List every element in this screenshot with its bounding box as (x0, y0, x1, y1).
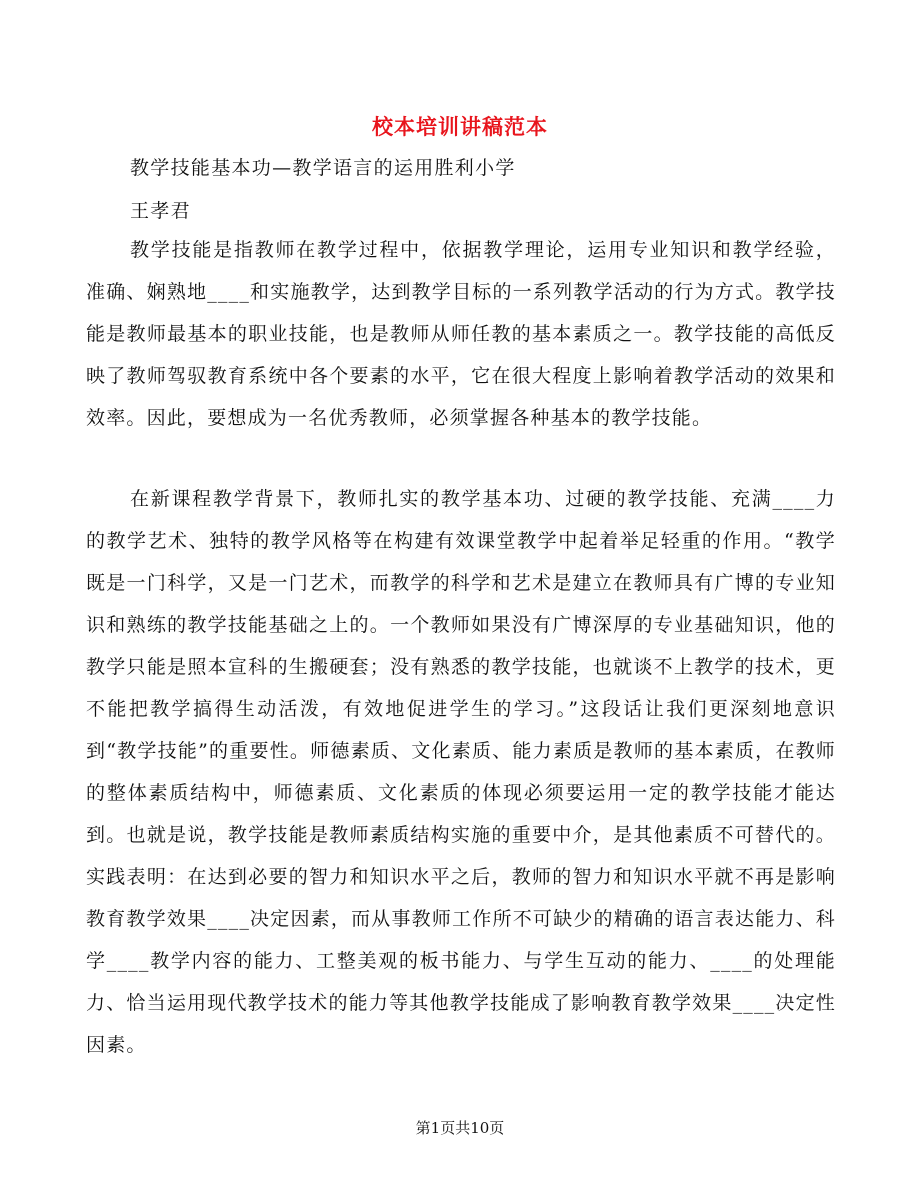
document-title: 校本培训讲稿范本 (372, 114, 548, 139)
document-subtitle: 教学技能基本功—教学语言的运用胜利小学 (130, 157, 516, 179)
body-paragraph: 在新课程教学背景下，教师扎实的教学基本功、过硬的教学技能、充满____力的教学艺术、独特的教学风格等在构建有效课堂教学中起着举足轻重的作用。“教学既是一门科学，又是一门艺术，而教学的科学和艺术是建立在教师具有广博的专业知识和熟练的教学技能基础之上的。一个教师如果没有广博深厚的专业基础知识，他的教学只能是照本宣科的生搬硬套；没有熟悉的教学技能，也就谈不上教学的技术，更不能把教学搞得生动活泼，有效地促进学生的学习。”这段话让我们更深刻地意识到“教学技能”的重要性。师德素质、文化素质、能力素质是教师的基本素质，在教师的整体素质结构中，师德素质、文化素质的体现必须要运用一定的教学技能才能达到。也就是说，教学技能是教师素质结构实施的重要中介，是其他素质不可替代的。实践表明：在达到必要的智力和知识水平之后，教师的智力和知识水平就不再是影响教育教学效果____决定因素，而从事教师工作所不可缺少的精确的语言表达能力、科学____教学内容的能力、工整美观的板书能力、与学生互动的能力、____的处理能力、恰当运用现代教学技术的能力等其他教学技能成了影响教育教学效果____决定性因素。 (86, 488, 836, 1056)
document-author: 王孝君 (130, 200, 191, 222)
body-paragraph: 教学技能是指教师在教学过程中，依据教学理论，运用专业知识和教学经验，准确、娴熟地____和实施教学，达到教学目标的一系列教学活动的行为方式。教学技能是教师最基本的职业技能，也是教师从师任教的基本素质之一。教学技能的高低反映了教师驾驭教育系统中各个要素的水平，它在很大程度上影响着教学活动的效果和效率。因此，要想成为一名优秀教师，必须掌握各种基本的教学技能。 (86, 239, 836, 429)
page-number: 第1页共10页 (415, 1119, 505, 1137)
